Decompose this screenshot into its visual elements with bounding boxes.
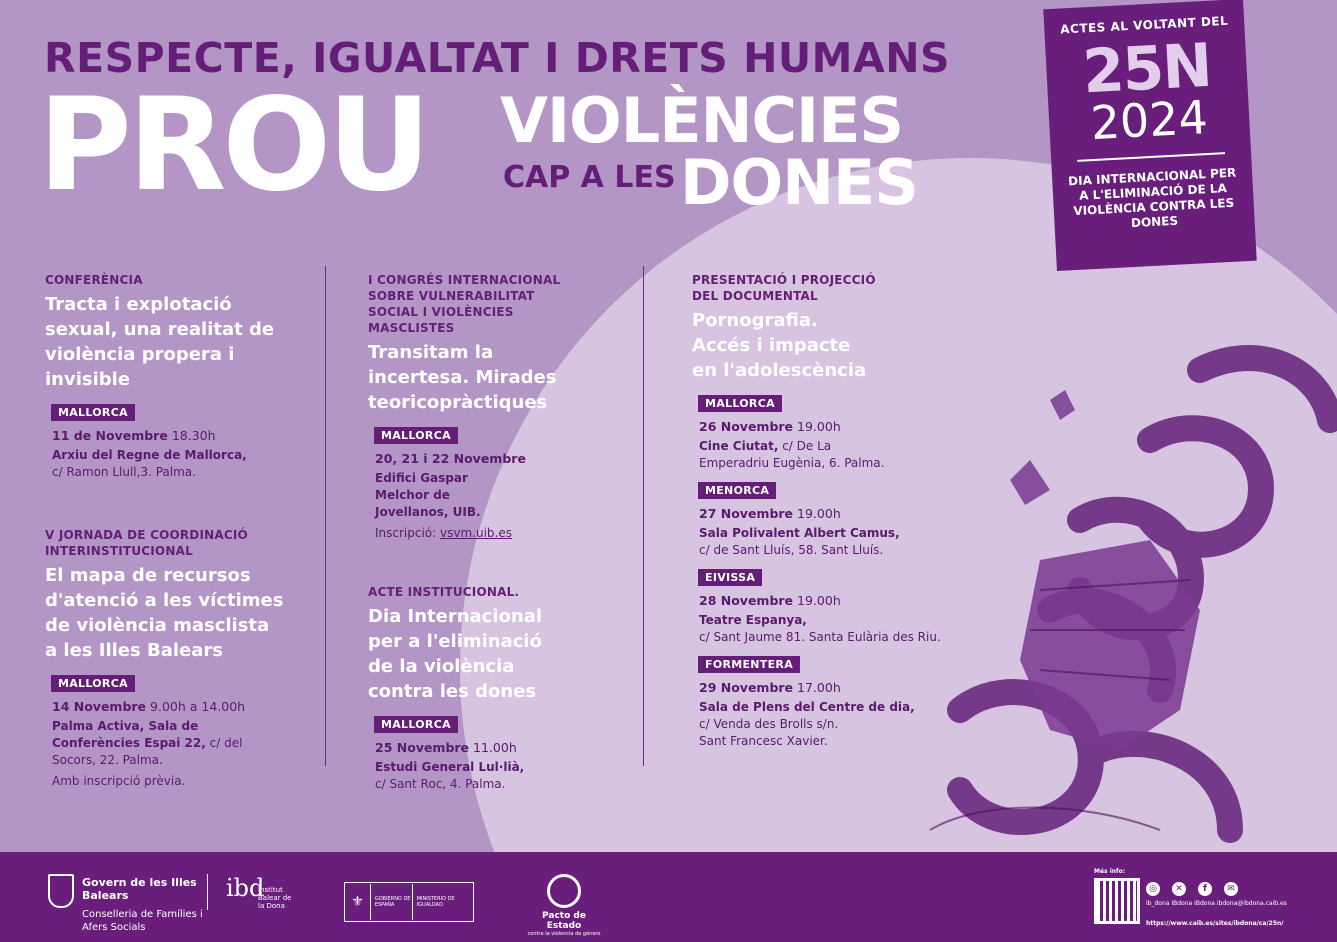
event-title: Tracta i explotació sexual, una realitat de violència propera i invisible — [45, 294, 275, 390]
spain-arms-icon: ⚜ — [345, 884, 371, 920]
subtitle: RESPECTE, IGUALTAT I DRETS HUMANS — [44, 34, 951, 82]
badge-year: 2024 — [1089, 89, 1210, 151]
coat-of-arms-icon — [48, 874, 74, 908]
event-note: Amb inscripció prèvia. — [52, 774, 186, 788]
island-tag: MALLORCA — [698, 395, 782, 412]
event-label: CONFERÈNCIA — [45, 273, 143, 287]
social-handles: ib_dona IBdona IBdona ibdona@ibdona.caib.es — [1146, 900, 1287, 907]
ministerio-igualdad: MINISTERIO DE IGUALDAD — [416, 896, 455, 908]
govern-dept: Conselleria de Famílies i Afers Socials — [82, 909, 203, 933]
event-registration: Inscripció: vsvm.uib.es — [375, 526, 512, 540]
ministerio-logo — [344, 882, 474, 922]
event-address: c/ Sant Jaume 81. Santa Eulària des Riu. — [699, 630, 941, 644]
pacto-ring-icon — [547, 874, 581, 908]
island-tag: MENORCA — [698, 482, 776, 499]
column-1 — [45, 272, 305, 790]
headline-cap-a-les: CAP A LES — [503, 160, 676, 195]
email-icon[interactable]: ✉ — [1224, 882, 1238, 896]
ministerio-gobierno: GOBIERNO DE ESPAÑA — [371, 884, 413, 920]
social-icons — [1146, 882, 1238, 896]
island-tag: MALLORCA — [51, 675, 135, 692]
event-date: 29 Novembre 17.00h — [699, 680, 841, 695]
event-date: 28 Novembre 19.00h — [699, 593, 841, 608]
event-venue: Sala Polivalent Albert Camus, — [699, 526, 900, 540]
event-date: 14 Novembre 9.00h a 14.00h — [52, 699, 246, 714]
event-venue: Estudi General Lul·lià, — [375, 760, 525, 774]
event-date: 27 Novembre 19.00h — [699, 506, 841, 521]
headline-dones: DONES — [680, 146, 919, 219]
headline-prou: PROU — [38, 71, 428, 220]
25n-badge — [1043, 0, 1256, 271]
badge-number: 25N — [1080, 30, 1213, 108]
event-address: c/ de Sant Lluís, 58. Sant Lluís. — [699, 543, 884, 557]
x-icon[interactable]: ✕ — [1172, 882, 1186, 896]
event-venue: Edifici Gaspar Melchor de Jovellanos, UIB. — [375, 471, 481, 519]
event-date: 20, 21 i 22 Novembre — [375, 451, 526, 466]
pacto-subtitle: contra la violencia de género — [527, 931, 601, 937]
event-address: c/ Sant Roc, 4. Palma. — [375, 777, 506, 791]
event-venue: Palma Activa, Sala de Conferències Espai 22, c/ del Socors, 22. Palma. — [52, 719, 243, 767]
footer-divider — [207, 874, 208, 910]
pacto-logo — [524, 874, 604, 937]
event-label: I CONGRÉS INTERNACIONAL SOBRE VULNERABILITAT SOCIAL I VIOLÈNCIES MASCLISTES — [368, 273, 561, 335]
column-divider — [643, 266, 644, 766]
column-divider — [325, 266, 326, 766]
ibd-logo — [226, 874, 292, 910]
badge-actes: ACTES AL VOLTANT DEL — [1059, 13, 1229, 37]
island-tag: MALLORCA — [51, 404, 135, 421]
broken-chain-illustration — [900, 330, 1337, 852]
island-tag: MALLORCA — [374, 427, 458, 444]
event-title: Dia Internacional per a l'eliminació de la violència contra les dones — [368, 606, 543, 702]
island-tag: MALLORCA — [374, 716, 458, 733]
badge-divider — [1077, 152, 1225, 162]
event-address: c/ Venda des Brolls s/n. Sant Francesc Xavier. — [699, 717, 839, 748]
event-venue: Teatre Espanya, — [699, 613, 807, 627]
event-title: Pornografia. Accés i impacte en l'adolescència — [692, 310, 867, 381]
event-venue: Arxiu del Regne de Mallorca, — [52, 448, 247, 462]
headline-violencies: VIOLÈNCIES — [500, 84, 904, 157]
event-address: c/ Ramon Llull,3. Palma. — [52, 465, 196, 479]
event-date: 25 Novembre 11.00h — [375, 740, 517, 755]
event-date: 26 Novembre 19.00h — [699, 419, 841, 434]
govern-title: Govern de les Illes Balears — [82, 876, 197, 902]
island-tag: FORMENTERA — [698, 656, 800, 673]
event-venue: Cine Ciutat, c/ De La Emperadriu Eugènia, 6. Palma. — [699, 439, 885, 470]
instagram-icon[interactable]: ◎ — [1146, 882, 1160, 896]
more-info-label: Més info: — [1094, 868, 1126, 875]
registration-link[interactable]: vsvm.uib.es — [440, 526, 512, 540]
event-label: V JORNADA DE COORDINACIÓ INTERINSTITUCIONAL — [45, 528, 248, 558]
qr-code-icon[interactable] — [1094, 878, 1140, 924]
event-venue: Sala de Plens del Centre de dia, — [699, 700, 915, 714]
column-2 — [368, 272, 608, 793]
footer — [0, 852, 1337, 942]
pacto-title: Pacto de Estado — [542, 911, 586, 931]
ibd-mark: ibd — [226, 874, 265, 902]
event-label: PRESENTACIÓ I PROJECCIÓ DEL DOCUMENTAL — [692, 273, 876, 303]
event-label: ACTE INSTITUCIONAL. — [368, 585, 520, 599]
island-tag: EIVISSA — [698, 569, 762, 586]
event-title: Transitam la incertesa. Mirades teoricopràctiques — [368, 342, 557, 413]
column-3 — [692, 272, 952, 750]
ibd-text: Institut Balear de la Dona — [258, 886, 292, 910]
event-date: 11 de Novembre 18.30h — [52, 428, 216, 443]
facebook-icon[interactable]: f — [1198, 882, 1212, 896]
website-link[interactable]: https://www.caib.es/sites/ibdona/ca/25n/ — [1146, 920, 1284, 927]
event-title: El mapa de recursos d'atenció a les víctimes de violència masclista a les Illes Balears — [45, 565, 284, 661]
badge-dia: DIA INTERNACIONAL PER A L'ELIMINACIÓ DE LA VIOLÈNCIA CONTRA LES DONES — [1067, 165, 1237, 231]
